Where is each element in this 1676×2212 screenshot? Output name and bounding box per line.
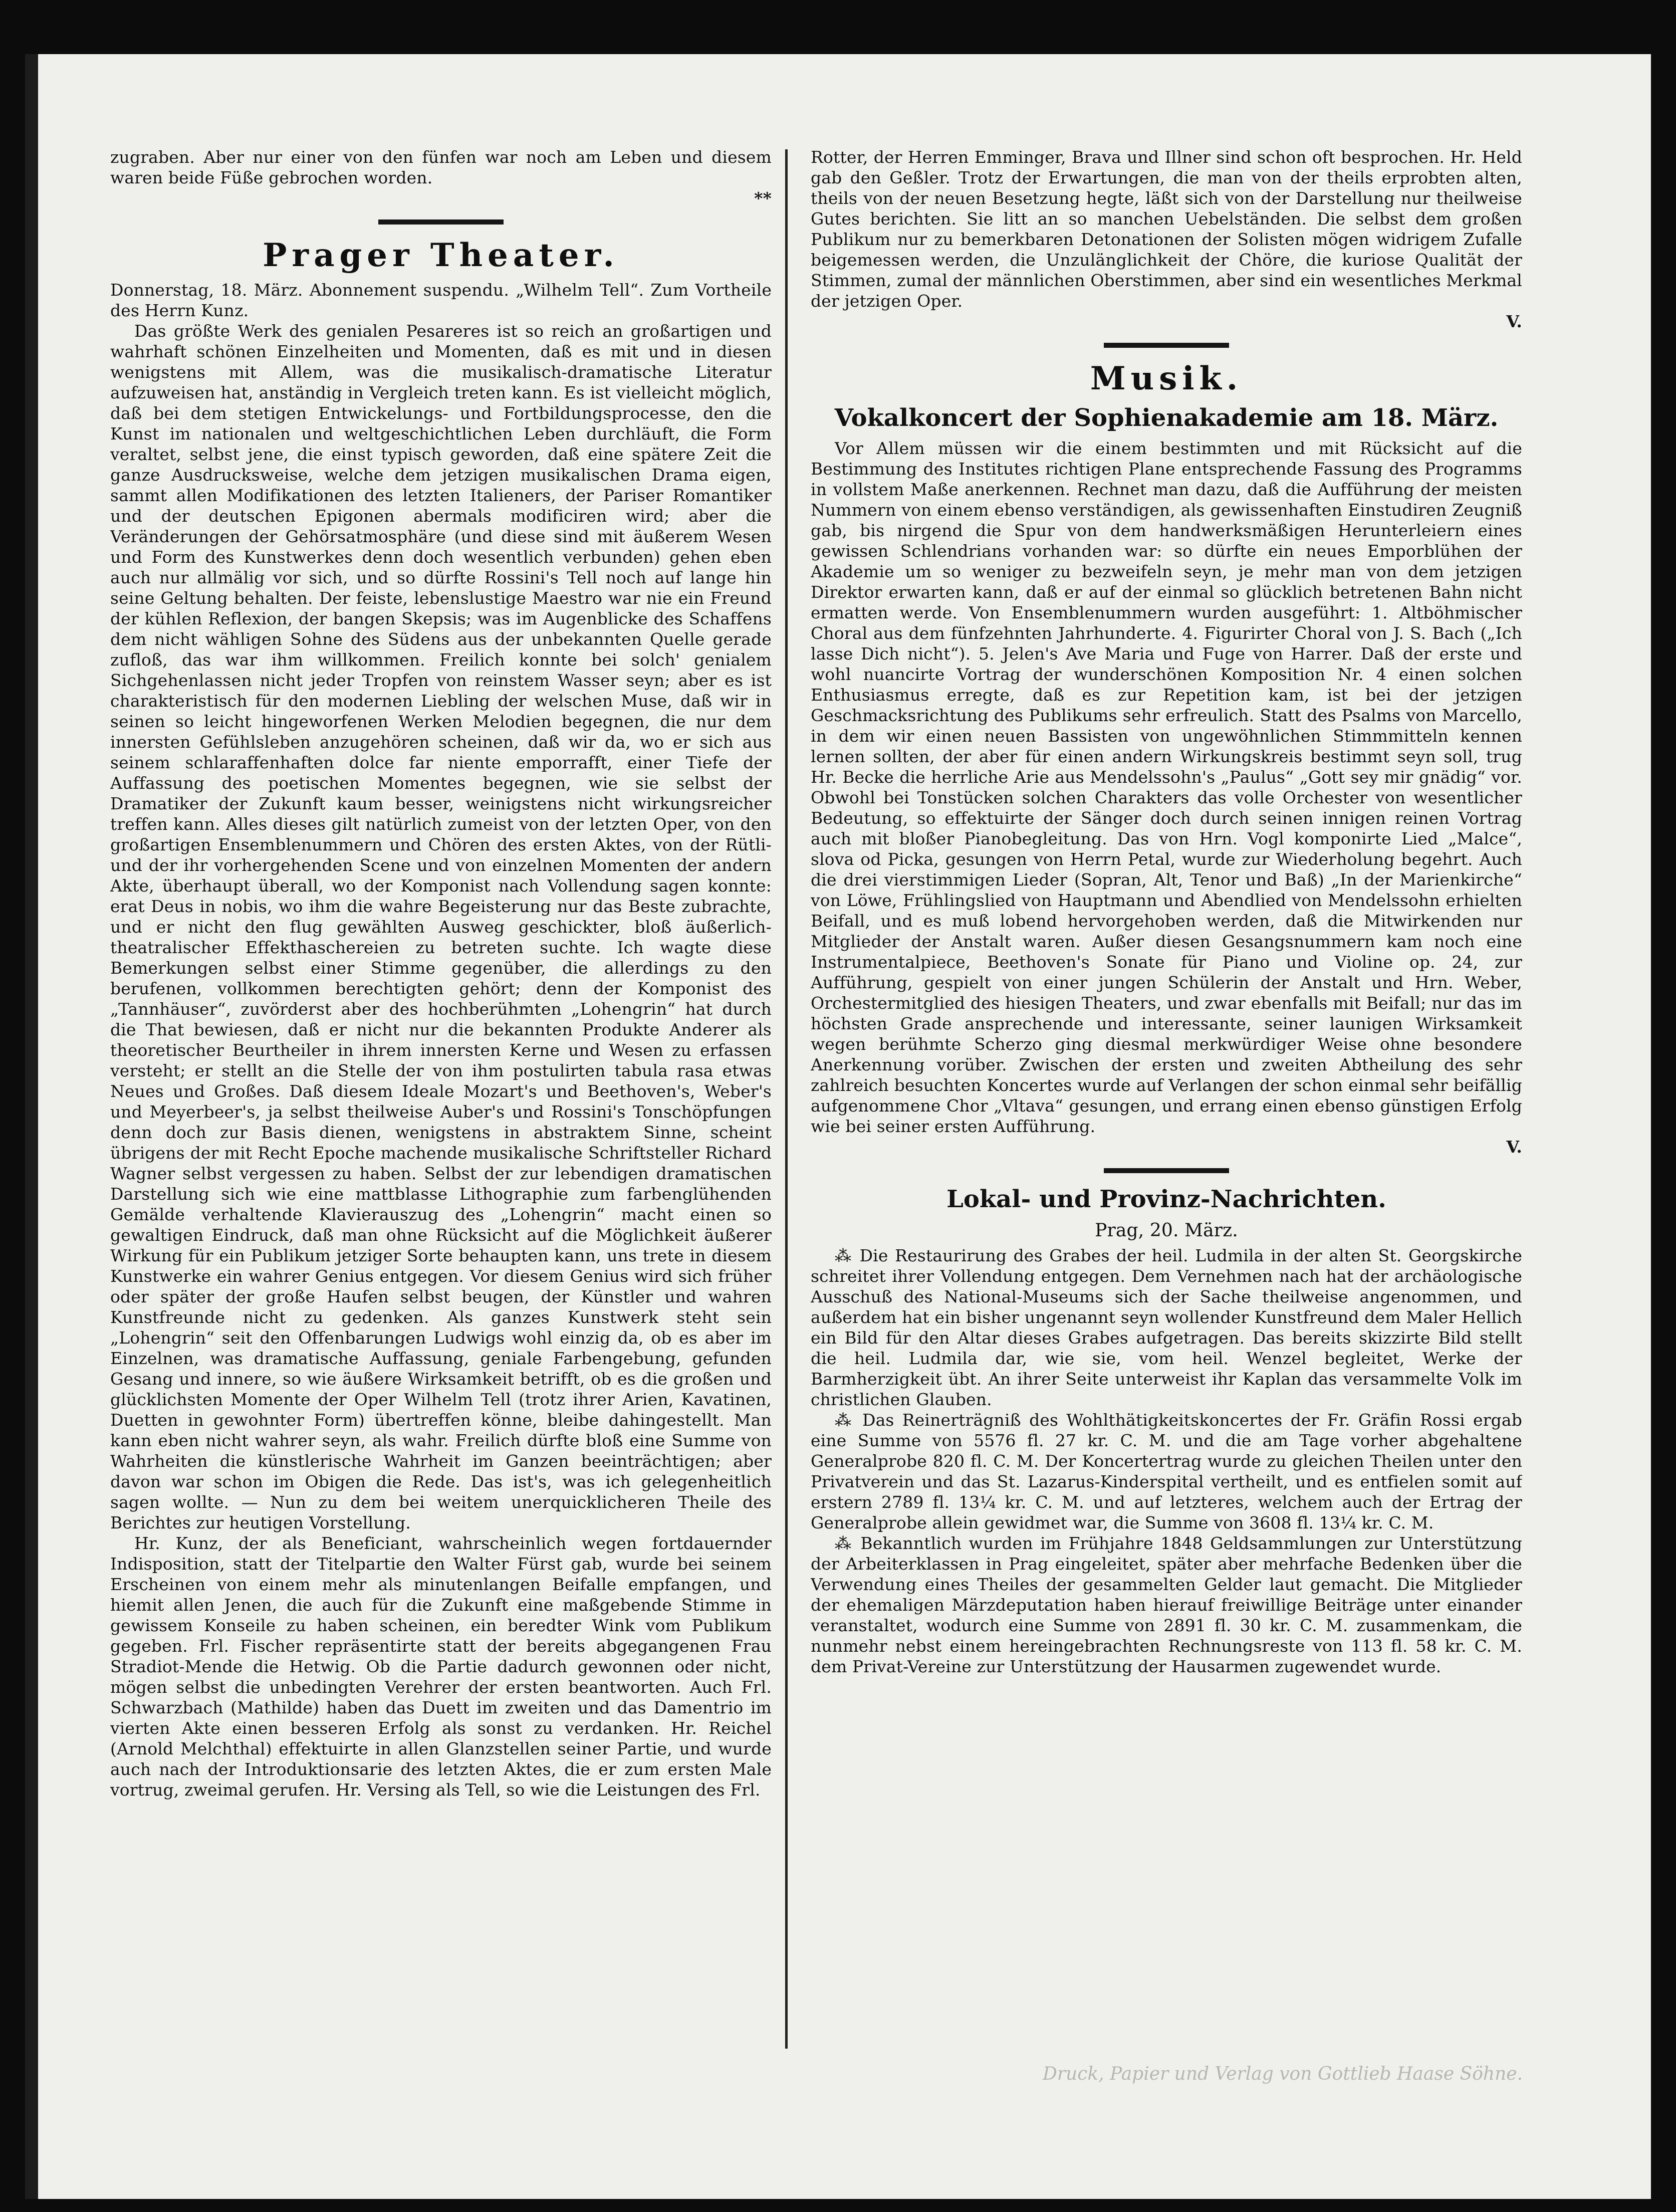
- local-news-item-1: ⁂ Die Restaurirung des Grabes der heil. Ludmila in der alten St. Georgskirche schreitet ihrer Vollendung entgegen. Dem Vernehmen nach hat der archäologische Ausschuß des National-Museums sich der Sache theilweise angenommen, und außerdem hat ein bisher ungenannt seyn wollender Kunstfreund dem Maler Hellich ein Bild für den Altar dieses Grabes aufgetragen. Das bereits skizzirte Bild stellt die heil. Ludmila dar, wie sie, vom heil. Wenzel begleitet, Werke der Barmherzigkeit übt. An ihrer Seite unterweist ihr Kaplan das versammelte Volk im christlichen Glauben.: [811, 1246, 1522, 1409]
- column-divider: [785, 149, 788, 2049]
- page-left-edge: [25, 54, 38, 2199]
- music-concert-signature: V.: [1506, 1137, 1522, 1157]
- local-news-item-3: ⁂ Bekanntlich wurden im Frühjahre 1848 Geldsammlungen zur Unterstützung der Arbeiterklassen in Prag eingeleitet, später aber mehrfache Bedenken über die Verwendung eines Theiles der gesammelten Gelder laut gemacht. Die Mitglieder der ehemaligen Märzdeputation haben hierauf freiwillige Beiträge unter einander veranstaltet, wodurch eine Summe von 2891 fl. 30 kr. C. M. zusammenkam, die nunmehr nebst einem hereingebrachten Rechnungsreste von 113 fl. 58 kr. C. M. dem Privat-Vereine zur Unterstützung der Hausarmen zugewendet wurde.: [811, 1533, 1522, 1676]
- local-news-section-title: Lokal- und Provinz-Nachrichten.: [946, 1185, 1386, 1213]
- theater-section-title: Prager Theater.: [263, 237, 619, 274]
- article-ending-signature: **: [754, 188, 772, 208]
- music-section-title: Musik.: [1090, 360, 1243, 397]
- right-column: [811, 147, 1522, 2126]
- printer-imprint: Druck, Papier und Verlag von Gottlieb Haase Söhne.: [1042, 2064, 1523, 2084]
- left-column: [110, 147, 772, 2126]
- local-news-dateline: Prag, 20. März.: [1095, 1220, 1238, 1241]
- theater-review-paragraph-1: Das größte Werk des genialen Pesareres ist so reich an großartigen und wahrhaft schönen Einzelheiten und Momenten, daß es mit und in diesen wenigstens mit Allem, was die musikalisch-dramatische Literatur aufzuweisen hat, anständig in Vergleich treten kann. Es ist vielleicht möglich, daß bei dem stetigen Entwickelungs- und Fortbildungsprocesse, den die Kunst im nationalen und weltgeschichtlichen Leben durchläuft, die Form veraltet, selbst jene, die einst typisch geworden, daß eine spätere Zeit die ganze Ausdrucksweise, welche dem jetzigen musikalischen Drama eigen, sammt allen Modifikationen des letzten Italieners, der Pariser Romantiker und der deutschen Epigonen abermals modificiren wird; aber die Veränderungen der Gehörsatmosphäre (und diese sind mit äußerem Wesen und Form des Kunstwerkes denn doch wesentlich verbunden) gehen eben auch nur allmälig vor sich, und so dürfte Rossini's Tell noch auf lange hin seine Geltung behalten. Der feiste, lebenslustige Maestro war nie ein Freund der kühlen Reflexion, der bangen Skepsis; was im Augenblicke des Schaffens dem nicht wähligen Sohne des Südens aus der unbekannten Quelle gerade zufloß, das war ihm willkommen. Freilich konnte bei solch' genialem Sichgehenlassen nicht jeder Tropfen von reinstem Wasser seyn; aber es ist charakteristisch für den modernen Liebling der welschen Muse, daß wir in seinen so leicht hingeworfenen Werken Melodien begegnen, die nur dem innersten Gefühlsleben anzugehören scheinen, daß wir da, wo er sich aus seinem schlaraffenhaften dolce far niente emporrafft, einer Tiefe der Auffassung des poetischen Momentes begegnen, wie sie selbst der Dramatiker der Zukunft kaum besser, weinigstens nicht wirkungsreicher treffen kann. Alles dieses gilt natürlich zumeist von der letzten Oper, von den großartigen Ensemblenummern und Chören des ersten Aktes, von der Rütli- und der ihr vorhergehenden Scene und von einzelnen Momenten der andern Akte, überhaupt überall, wo der Komponist nach Vollendung sagen konnte: erat Deus in nobis, wo ihm die wahre Begeisterung nur das Beste zubrachte, und er nicht den flug gewählten Ausweg geschickter, bloß äußerlich-theatralischer Effekthaschereien zu betreten suchte. Ich wagte diese Bemerkungen selbst einer Stimme gegenüber, die allerdings zu den berufenen, vollkommen berechtigten gehört; denn der Komponist des „Tannhäuser“, zuvörderst aber des hochberühmten „Lohengrin“ hat durch die That bewiesen, daß er nicht nur die bekannten Produkte Anderer als theoretischer Beurtheiler in ihrem innersten Kerne und Wesen zu erfassen versteht; er stellt an die Stelle der von ihm postulirten tabula rasa etwas Neues und Großes. Daß diesem Ideale Mozart's und Beethoven's, Weber's und Meyerbeer's, ja selbst theilweise Auber's und Rossini's Tonschöpfungen denn doch zur Basis dienen, wenigstens in abstraktem Sinne, scheint übrigens der mit Recht Epoche machende musikalische Schriftsteller Richard Wagner selbst vergessen zu haben. Selbst der zur lebendigen dramatischen Darstellung sich wie eine mattblasse Lithographie zum farbenglühenden Gemälde verhaltende Klavierauszug des „Lohengrin“ macht einen so gewaltigen Eindruck, daß man ohne Rücksicht auf die Möglichkeit äußerer Wirkung für ein Publikum jetziger Sorte behaupten kann, uns trete in diesem Kunstwerke ein wahrer Genius entgegen. Vor diesem Genius wird sich früher oder später der große Haufen selbst beugen, der Künstler und wahren Kunstfreunde nicht zu gedenken. Als ganzes Kunstwerk steht sein „Lohengrin“ seit den Offenbarungen Ludwigs wohl einzig da, ob es aber im Einzelnen, was dramatische Auffassung, geniale Farbengebung, gefunden Gesang und innere, so wie äußere Wirksamkeit betrifft, ob es die großen und glücklichsten Momente der Oper Wilhelm Tell (trotz ihrer Arien, Kavatinen, Duetten in gewohnter Form) übertreffen könne, bleibe dahingestellt. Man kann eben nicht wahrer seyn, als wahr. Freilich dürfte bloß eine Summe von Wahrheiten die künstlerische Wahrheit im Ganzen beeinträchtigen; aber davon war schon im Obigen die Rede. Das ist's, was ich gelegenheitlich sagen wollte. — Nun zu dem bei weitem unerquicklicheren Theile des Berichtes zur heutigen Vorstellung.: [110, 321, 772, 1532]
- section-divider: [1104, 343, 1229, 348]
- theater-dateline: Donnerstag, 18. März. Abonnement suspendu. „Wilhelm Tell“. Zum Vortheile des Herrn Kunz.: [110, 280, 772, 320]
- theater-review-continuation: Rotter, der Herren Emminger, Brava und Illner sind schon oft besprochen. Hr. Held gab den Geßler. Trotz der Erwartungen, die man von der theils erprobten alten, theils von der neuen Besetzung hegte, läßt sich von der Darstellung nur theilweise Gutes berichten. Sie litt an so manchen Uebelständen. Die selbst dem großen Publikum nur zu bemerkbaren Detonationen der Solisten mögen widrigem Zufalle beigemessen werden, die Unzulänglichkeit der Chöre, die kuriose Qualität der Stimmen, zumal der männlichen Oberstimmen, aber sind ein wesentliches Merkmal der jetzigen Oper.: [811, 147, 1522, 311]
- newspaper-page: [25, 54, 1651, 2199]
- article-ending-text: zugraben. Aber nur einer von den fünfen war noch am Leben und diesem waren beide Füße gebrochen worden.: [110, 147, 772, 187]
- theater-review-signature: V.: [1506, 312, 1522, 331]
- section-divider: [378, 219, 504, 225]
- music-concert-paragraph: Vor Allem müssen wir die einem bestimmten und mit Rücksicht auf die Bestimmung des Institutes richtigen Plane entsprechende Fassung des Programms in vollstem Maße anerkennen. Rechnet man dazu, daß die Aufführung der meisten Nummern von einem ebenso verständigen, als gewissenhaften Einstudiren Zeugniß gab, bis nirgend die Spur von dem handwerksmäßigen Herunterleiern eines gewissen Schlendrians vorhanden war: so dürfte ein neues Emporblühen der Akademie um so weniger zu bezweifeln seyn, je mehr man von dem jetzigen Direktor erwarten kann, daß er auf der einmal so glücklich betretenen Bahn nicht ermatten werde. Von Ensemblenummern wurden ausgeführt: 1. Altböhmischer Choral aus dem fünfzehnten Jahrhunderte. 4. Figurirter Choral von J. S. Bach („Ich lasse Dich nicht“). 5. Jelen's Ave Maria und Fuge von Harrer. Daß der erste und wohl nuancirte Vortrag der wunderschönen Komposition Nr. 4 einen solchen Enthusiasmus erregte, daß es zur Repetition kam, ist bei der jetzigen Geschmacksrichtung des Publikums sehr erfreulich. Statt des Psalms von Marcello, in dem wir einen neuen Bassisten von ungewöhnlichen Stimmmitteln kennen lernen sollten, der aber für einen andern Wirkungskreis bestimmt seyn soll, trug Hr. Becke die herrliche Arie aus Mendelssohn's „Paulus“ „Gott sey mir gnädig“ vor. Obwohl bei Tonstücken solchen Charakters das volle Orchester von wesentlicher Bedeutung, so effektuirte der Sänger doch durch seinen innigen reinen Vortrag auch mit bloßer Pianobegleitung. Das von Hrn. Vogl komponirte Lied „Malce“, slova od Picka, gesungen von Herrn Petal, wurde zur Wiederholung begehrt. Auch die drei vierstimmigen Lieder (Sopran, Alt, Tenor und Baß) „In der Marienkirche“ von Löwe, Frühlingslied von Hauptmann und Abendlied von Mendelssohn erhielten Beifall, und es muß lobend hervorgehoben werden, daß die Mitwirkenden nur Mitglieder der Anstalt waren. Außer diesen Gesangsnummern kam noch eine Instrumentalpiece, Beethoven's Sonate für Piano und Violine op. 24, zur Aufführung, gespielt von einer jungen Schülerin der Anstalt und Hrn. Weber, Orchestermitglied des hiesigen Theaters, und zwar ebenfalls mit Beifall; nur das im höchsten Grade ansprechende und interessante, seiner launigen Wirksamkeit wegen berühmte Scherzo ging diesmal merkwürdiger Weise ohne besondere Anerkennung vorüber. Zwischen der ersten und zweiten Abtheilung des sehr zahlreich besuchten Koncertes wurde auf Verlangen der schon einmal sehr beifällig aufgenommene Chor „Vltava“ gesungen, und errang einen ebenso günstigen Erfolg wie bei seiner ersten Aufführung.: [811, 438, 1522, 1136]
- music-concert-subtitle: Vokalkoncert der Sophienakademie am 18. März.: [834, 404, 1499, 432]
- theater-review-paragraph-2: Hr. Kunz, der als Beneficiant, wahrscheinlich wegen fortdauernder Indisposition, statt der Titelpartie den Walter Fürst gab, wurde bei seinem Erscheinen von einem mehr als minutenlangen Beifalle empfangen, und hiemit allen Jenen, die auch für die Zukunft eine maßgebende Stimme in gewissem Konseile zu haben scheinen, ein beredter Wink vom Publikum gegeben. Frl. Fischer repräsentirte statt der bereits abgegangenen Frau Stradiot-Mende die Hetwig. Ob die Partie dadurch gewonnen oder nicht, mögen selbst die unbedingten Verehrer der ersten beantworten. Auch Frl. Schwarzbach (Mathilde) haben das Duett im zweiten und das Damentrio im vierten Akte einen besseren Erfolg als sonst zu verdanken. Hr. Reichel (Arnold Melchthal) effektuirte in allen Glanzstellen seiner Partie, und wurde auch nach der Introduktionsarie des letzten Aktes, die er zum ersten Male vortrug, zweimal gerufen. Hr. Versing als Tell, so wie die Leistungen des Frl.: [110, 1533, 772, 1800]
- local-news-item-2: ⁂ Das Reinerträgniß des Wohlthätigkeitskoncertes der Fr. Gräfin Rossi ergab eine Summe von 5576 fl. 27 kr. C. M. und die am Tage vorher abgehaltene Generalprobe 820 fl. C. M. Der Koncertertrag wurde zu gleichen Theilen unter den Privatverein und das St. Lazarus-Kinderspital vertheilt, und es entfielen somit auf erstern 2789 fl. 13¼ kr. C. M. und auf letzteres, welchem auch der Ertrag der Generalprobe allein gewidmet war, die Summe von 3608 fl. 13¼ kr. C. M.: [811, 1410, 1522, 1532]
- section-divider: [1104, 1168, 1229, 1173]
